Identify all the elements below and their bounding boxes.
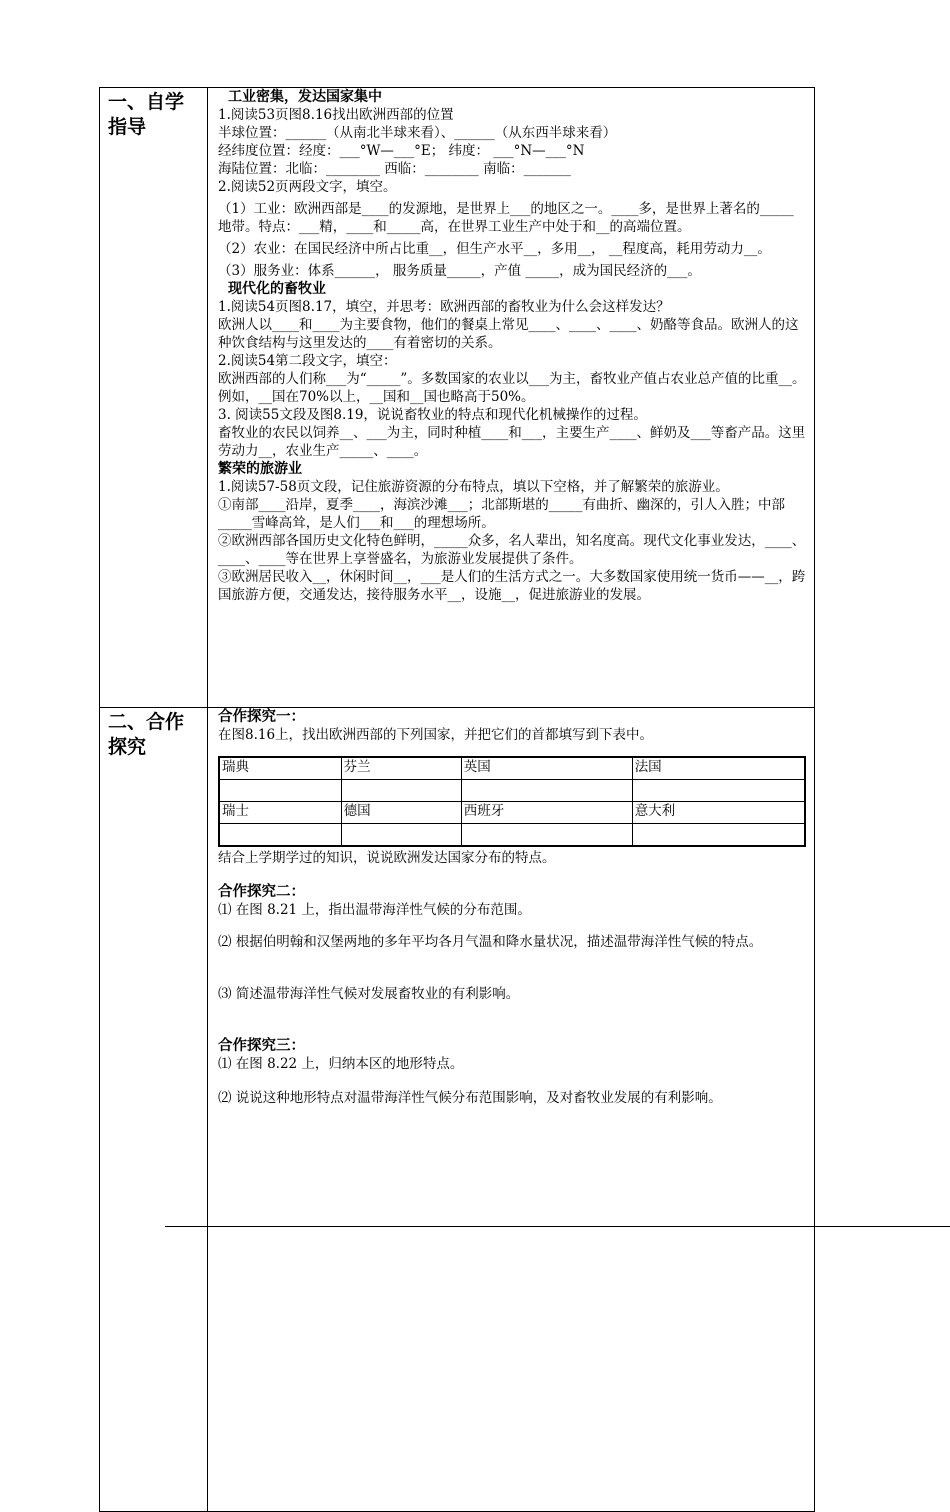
text-line: 欧洲人以____和____为主要食物，他们的餐桌上常见____、____、____、奶酪等食品。欧洲人的这种饮食结构与这里发达的____有着密切的关系。 [218,317,799,351]
table-row [219,757,805,780]
table-row [219,780,805,802]
paragraph-industry: （1）工业：欧洲西部是____的发源地，是世界上___的地区之一。____多，是世界上著名的_____地带。特点：___精，____和_____高，在世界工业生产中处于和__的高端位置。 [218,201,794,235]
coop2-item: ⑴ 在图 8.21 上，指出温带海洋性气候的分布范围。 [218,902,531,918]
coop1-after: 结合上学期学过的知识，说说欧洲发达国家分布的特点。 [218,850,556,866]
section-label-self-study: 一、自学指导 [100,88,208,707]
text-line: 1.阅读57-58页文段，记住旅游资源的分布特点，填以下空格，并了解繁荣的旅游业。 [218,479,729,495]
paragraph-agriculture: （2）农业：在国民经济中所占比重__，但生产水平__，多用__， __程度高，耗用劳动力__。 [218,241,771,257]
capital-input-cell[interactable] [341,780,461,802]
text-line: 半球位置：______（从南北半球来看）、______（从东西半球来看） [218,125,617,141]
self-study-content [208,88,814,707]
section-label-cooperation: 二、合作探究 [100,708,208,1511]
text-line: 经纬度位置：经度：___°W—___°E； 纬度： ___°N—___°N [218,143,585,159]
capital-input-cell[interactable] [461,780,632,802]
capital-input-cell[interactable] [461,824,632,847]
country-cell: 芬兰 [341,757,461,780]
text-line: 欧洲西部的人们称___为“_____”。多数国家的农业以___为主，畜牧业产值占农业总产值的比重__。例如，__国在70%以上，__国和__国也略高于50%。 [218,371,806,405]
text-line: ①南部____沿岸，夏季____，海滨沙滩___；北部斯堪的_____有曲折、幽深的，引人入胜；中部_____雪峰高耸，是人们___和___的理想场所。 [218,497,785,531]
table-row [219,824,805,847]
paragraph-services: （3）服务业：体系______， 服务质量_____，产值 _____，成为国民经济的___。 [218,263,701,279]
capitals-table [218,756,806,847]
text-line: 1.阅读54页图8.17，填空，并思考：欧洲西部的畜牧业为什么会这样发达？ [218,299,670,315]
text-line: ③欧洲居民收入__，休闲时间__，___是人们的生活方式之一。大多数国家使用统一货币——__，跨国旅游方便，交通发达，接待服务水平__，设施__，促进旅游业的发展。 [218,569,806,603]
coop3-item: ⑵ 说说这种地形特点对温带海洋性气候分布范围影响，及对畜牧业发展的有利影响。 [218,1090,722,1106]
coop2-item: ⑶ 简述温带海洋性气候对发展畜牧业的有利影响。 [218,986,520,1002]
coop2-item: ⑵ 根据伯明翰和汉堡两地的多年平均各月气温和降水量状况，描述温带海洋性气候的特点。 [218,934,763,950]
country-cell: 西班牙 [461,802,632,824]
coop1-title: 合作探究一： [218,709,305,725]
text-line: 海陆位置：北临：________ 西临：________ 南临：_______ [218,161,571,177]
table-row [219,802,805,824]
capital-input-cell[interactable] [632,780,805,802]
worksheet-table [99,87,815,1512]
capital-input-cell[interactable] [632,824,805,847]
capital-input-cell[interactable] [341,824,461,847]
country-cell: 法国 [632,757,805,780]
cooperation-content [208,708,814,1511]
text-line: 2.阅读54第二段文字，填空： [218,353,397,369]
text-line: 畜牧业的农民以饲养__、___为主，同时种植____和___，主要生产____、鲜奶及___等畜产品。这里劳动力__，农业生产_____、____。 [218,425,806,459]
footer-rule [165,1226,950,1227]
country-cell: 瑞典 [219,757,341,780]
capital-input-cell[interactable] [219,780,341,802]
text-line: 2.阅读52页两段文字，填空。 [218,179,397,195]
country-cell: 英国 [461,757,632,780]
coop3-item: ⑴ 在图 8.22 上，归纳本区的地形特点。 [218,1056,464,1072]
country-cell: 德国 [341,802,461,824]
coop2-title: 合作探究二： [218,884,305,900]
heading-industry: 工业密集，发达国家集中 [228,89,382,105]
heading-livestock: 现代化的畜牧业 [228,281,326,297]
country-cell: 瑞士 [219,802,341,824]
coop1-text: 在图8.16上，找出欧洲西部的下列国家，并把它们的首都填写到下表中。 [218,727,654,743]
heading-tourism: 繁荣的旅游业 [218,461,302,477]
row-cooperation [99,708,815,1512]
row-self-study [99,87,815,708]
text-line: 3. 阅读55文段及图8.19，说说畜牧业的特点和现代化机械操作的过程。 [218,407,647,423]
coop3-title: 合作探究三： [218,1038,305,1054]
capital-input-cell[interactable] [219,824,341,847]
country-cell: 意大利 [632,802,805,824]
text-line: 1.阅读53页图8.16找出欧洲西部的位置 [218,107,454,123]
text-line: ②欧洲西部各国历史文化特色鲜明，_____众多，名人辈出，知名度高。现代文化事业发达，____、____、____等在世界上享誉盛名，为旅游业发展提供了条件。 [218,533,806,567]
